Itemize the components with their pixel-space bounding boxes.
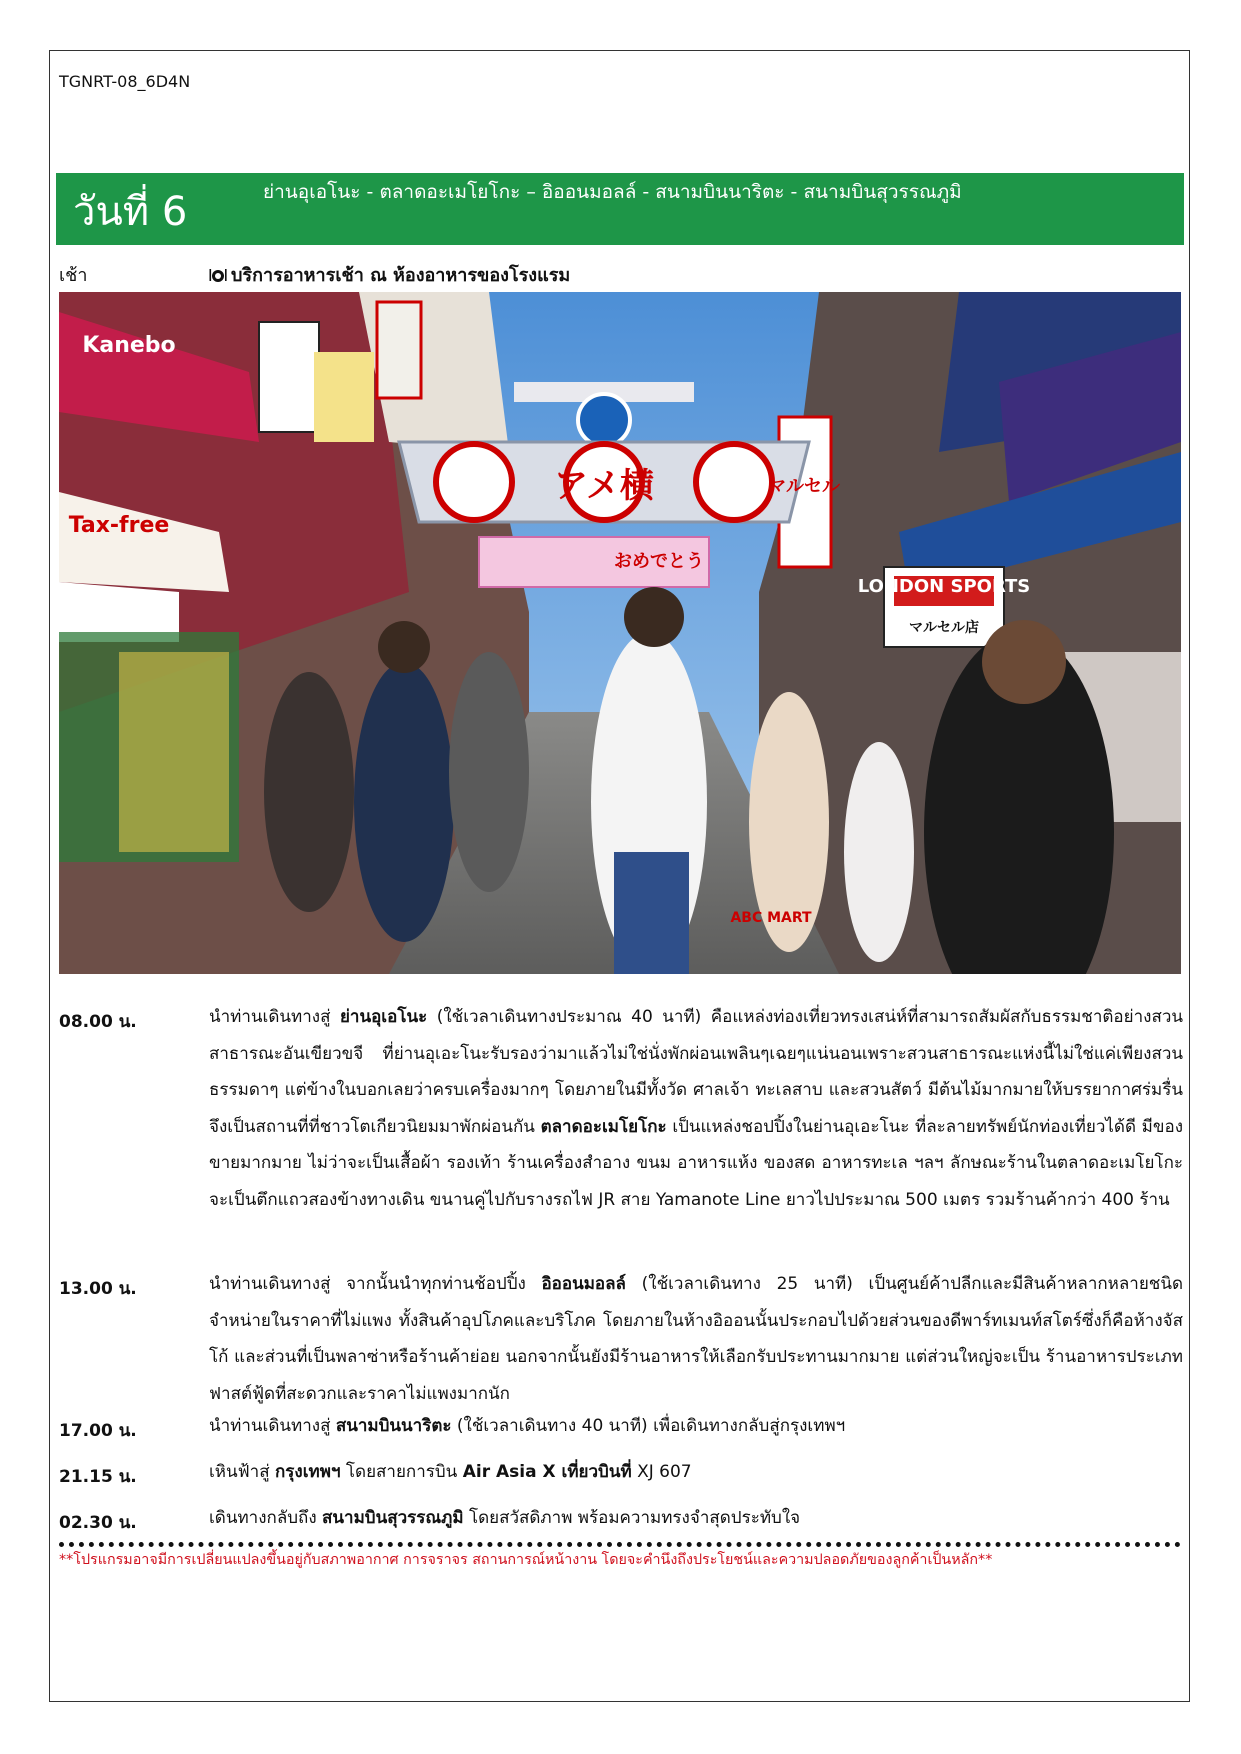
- meal-text: [209, 260, 570, 289]
- dining-icon: [209, 267, 227, 288]
- photo-sign-text: マルセル: [768, 476, 840, 497]
- schedule-description: เหินฟ้าสู่ กรุงเทพฯ โดยสายการบิน Air Asia X เที่ยวบินที่ XJ 607: [209, 1462, 692, 1482]
- meal-description: บริการอาหารเช้า ณ ห้องอาหารของโรงแรม: [231, 265, 571, 286]
- schedule-time: 21.15 น.: [59, 1467, 137, 1487]
- schedule-time: 02.30 น.: [59, 1513, 137, 1533]
- meal-time-label: เช้า: [59, 265, 88, 286]
- ameyoko-street-photo: [59, 292, 1181, 974]
- photo-sign-text: おめでとう: [614, 551, 704, 572]
- day-label: วันที่ 6: [73, 189, 188, 235]
- schedule-description: นำท่านเดินทางสู่ ย่านอุเอโนะ (ใช้เวลาเดินทางประมาณ 40 นาที) คือแหล่งท่องเที่ยวทรงเสน่ห์ที่สามารถสัมผัสกับธรรมชาติอย่างสวนสาธารณะอันเขียวขจี ที่ย่านอุเอะโนะรับรองว่ามาแล้วไม่ใช่นั่งพักผ่อนเพลินๆเฉยๆแน่นอนเพราะสวนสาธารณะแห่งนี้ไม่ใช่แค่เพียงสวนธรรมดาๆ แต่ข้างในบอกเลยว่าครบเครื่องมากๆ โดยภายในมีทั้งวัด ศาลเจ้า ทะเลสาบ และสวนสัตว์ มีต้นไม้มากมายให้บรรยากาศร่มรื่นจึงเป็นสถานที่ที่ชาวโตเกียวนิยมมาพักผ่อนกัน ตลาดอะเมโยโกะ เป็นแหล่งชอปปิ้งในย่านอุเอะโนะ ที่ละลายทรัพย์นักท่องเที่ยวได้ดี มีของขายมากมาย ไม่ว่าจะเป็นเสื้อผ้า รองเท้า ร้านเครื่องสำอาง ขนม อาหารแห้ง ของสด อาหารทะเล ฯลฯ ลักษณะร้านในตลาดอะเมโยโกะจะเป็นตึกแถวสองข้างทางเดิน ขนานคู่ไปกับรางรถไฟ JR สาย Yamanote Line ยาวไปประมาณ 500 เมตร รวมร้านค้ากว่า 400 ร้าน: [209, 1007, 1184, 1210]
- day-route: ย่านอุเอโนะ - ตลาดอะเมโยโกะ – อิออนมอลล์ - สนามบินนาริตะ - สนามบินสุวรรณภูมิ: [263, 181, 962, 203]
- photo-sign-text: ABC MART: [730, 910, 812, 926]
- schedule-description: เดินทางกลับถึง สนามบินสุวรรณภูมิ โดยสวัสดิภาพ พร้อมความทรงจำสุดประทับใจ: [209, 1508, 801, 1528]
- schedule-description: นำท่านเดินทางสู่ สนามบินนาริตะ (ใช้เวลาเดินทาง 40 นาที) เพื่อเดินทางกลับสู่กรุงเทพฯ: [209, 1416, 846, 1436]
- photo-sign-text: Tax-free: [68, 513, 170, 538]
- day-header-bar: [56, 173, 1184, 245]
- schedule-time: 08.00 น.: [59, 1012, 137, 1032]
- dotted-divider: [59, 1542, 1181, 1547]
- photo-sign-text: アメ横: [554, 466, 654, 506]
- schedule-time: 17.00 น.: [59, 1421, 137, 1441]
- photo-sign-text: Kanebo: [82, 333, 176, 358]
- document-code: TGNRT-08_6D4N: [59, 72, 191, 91]
- photo-sign-text: LONDON SPORTS: [857, 576, 1031, 597]
- schedule-time: 13.00 น.: [59, 1279, 137, 1299]
- disclaimer-note: **โปรแกรมอาจมีการเปลี่ยนแปลงขึ้นอยู่กับสภาพอากาศ การจราจร สถานการณ์หน้างาน โดยจะคำนึงถึงประโยชน์และความปลอดภัยของลูกค้าเป็นหลัก**: [59, 1552, 993, 1568]
- schedule-description: นำท่านเดินทางสู่ จากนั้นนำทุกท่านช้อปปิ้ง อิออนมอลล์ (ใช้เวลาเดินทาง 25 นาที) เป็นศูนย์ค้าปลีกและมีสินค้าหลากหลายชนิดจำหน่ายในราคาที่ไม่แพง ทั้งสินค้าอุปโภคและบริโภค โดยภายในห้างอิออนนั้นประกอบไปด้วยส่วนของดีพาร์ทเมนท์สโตร์ซึ่งก็คือห้างจัสโก้ และส่วนที่เป็นพลาซ่าหรือร้านค้าย่อย นอกจากนั้นยังมีร้านอาหารให้เลือกรับประทานมากมาย แต่ส่วนใหญ่จะเป็น ร้านอาหารประเภทฟาสต์ฟู้ดที่สะดวกและราคาไม่แพงมากนัก: [209, 1274, 1183, 1404]
- photo-sign-text: マルセル店: [909, 620, 979, 636]
